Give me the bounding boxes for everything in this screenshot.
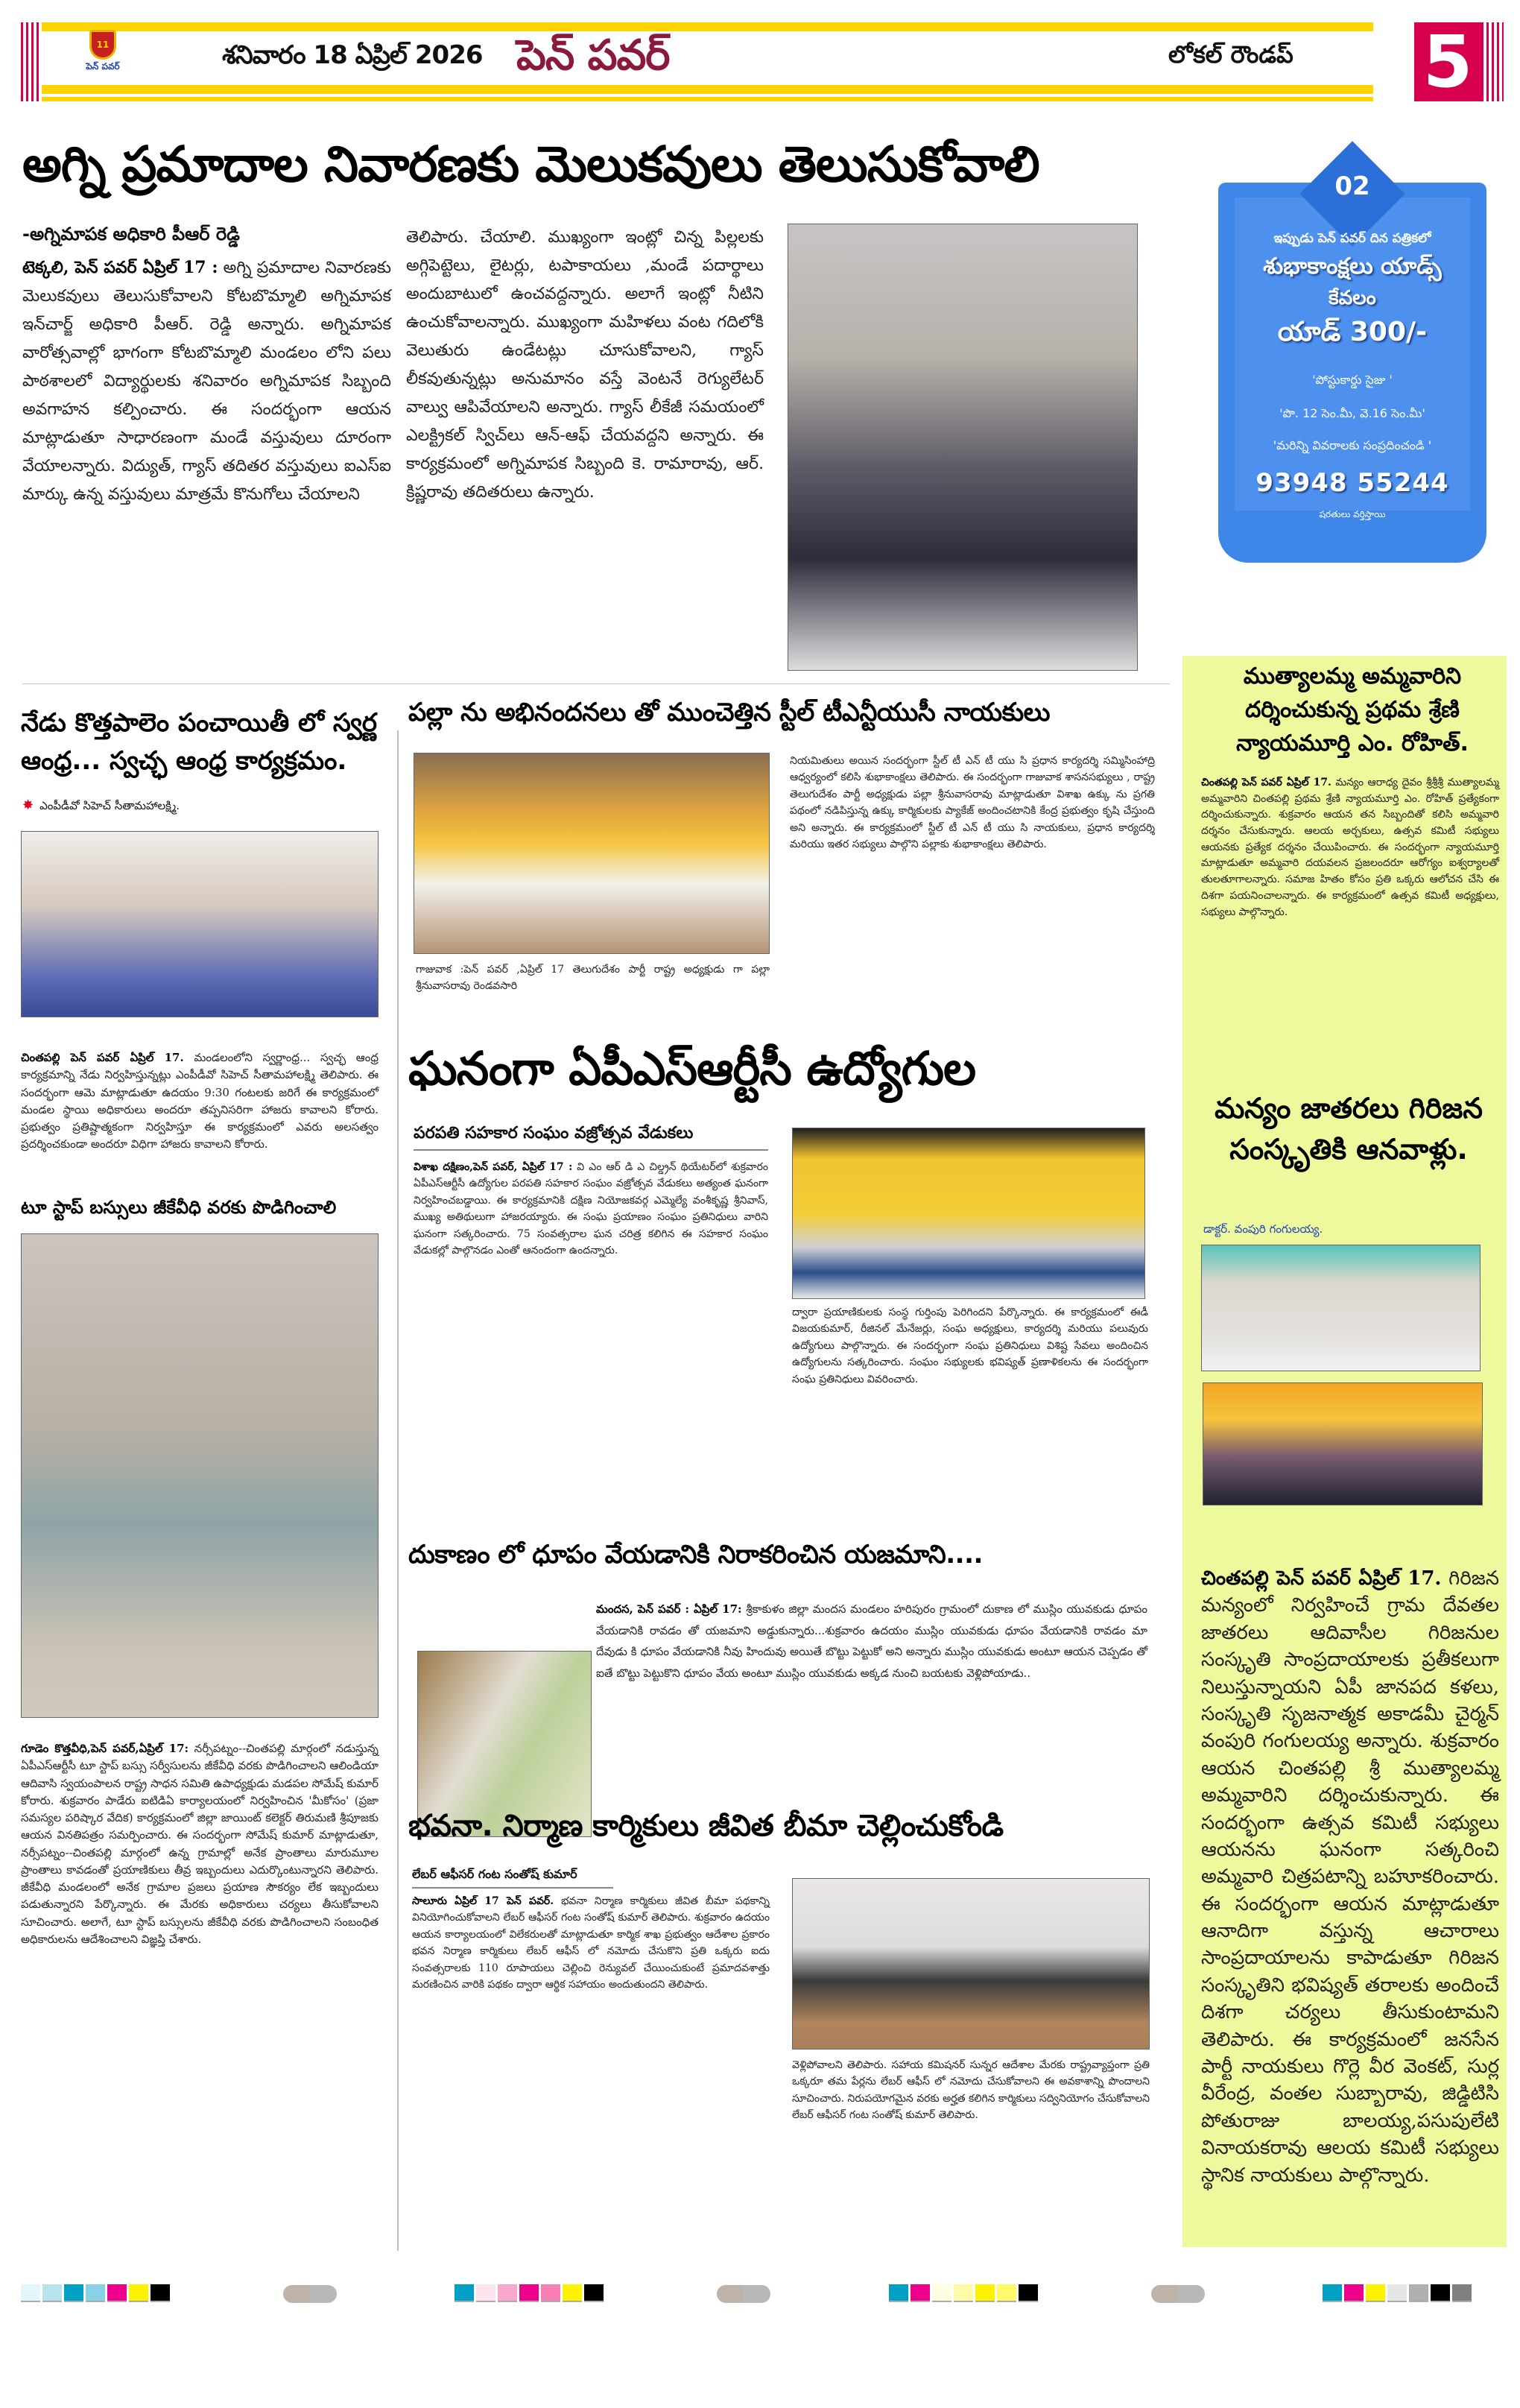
color-swatch	[42, 2284, 62, 2302]
right-story1-headline: ముత్యాలమ్మ అమ్మవారిని దర్శించుకున్న ప్రథమ శ్రేణి న్యాయమూర్తి ఎం. రోహిత్.	[1236, 663, 1469, 756]
masthead-band-bottom	[42, 85, 1373, 94]
mid-story3-body	[596, 1599, 1147, 1684]
print-color-bar	[889, 2284, 1038, 2302]
color-swatch	[1409, 2284, 1428, 2302]
mid-story4-body-cont: వెళ్లిపోవాలని తెలిపారు. సహాయ కమిషనర్ సున్నర ఆదేశాల మేరకు రాష్ట్రవ్యాప్తంగా ప్రతి ఒక్కరూ తమ పేర్లను లేబర్ ఆఫీస్ లో నమోదు చేసుకోవాలని ఈ అవకాశాన్ని పొందాలని సూచించారు. నిరుపయోగమైన వరకు అర్హత కలిగిన కార్మికులు సద్వినియోగం చేసుకోవాలని లేబర్ ఆఫీసర్ గంట సంతోష్ కుమార్ తెలిపారు.	[792, 2059, 1150, 2122]
masthead-band-top	[42, 22, 1373, 31]
mid-story4-subhead: లేబర్ ఆఫీసర్ గంట సంతోష్ కుమార్	[412, 1867, 577, 1881]
right-story1-body	[1201, 775, 1499, 920]
color-swatch	[541, 2284, 560, 2302]
left-story1-dateline: చింతపల్లి పెన్ పవర్ ఏప్రిల్ 17.	[21, 1051, 184, 1064]
print-color-bar	[1323, 2284, 1472, 2302]
mid-story2-text: వి ఎం ఆర్ డి ఎ చిల్డ్రన్ థియేటర్‌లో శుక్రవారం ఏపీఎస్ఆర్టీసీ ఉద్యోగుల పరపతి సహకార సంఘం వజ్రోత్సవ వేడుకలు అత్యంత ఘనంగా నిర్వహించబడ్డాయి. ఈ కార్యక్రమానికి దక్షిణ నియోజకవర్గ ఎమ్మెల్యే వంశీకృష్ణ శ్రీనివాస్, ముఖ్య అతిథులుగా హాజరయ్యారు. ఈ సంఘ ప్రయాణం సంఘం ప్రతినిధులు వారిని ఘనంగా సత్కరించారు. 75 సంవత్సరాల ఘన చరిత్ర కలిగిన ఈ సహకార సంఘం వేడుకల్లో పాల్గొనడం ఎంతో ఆనందంగా ఉందన్నారు.	[414, 1161, 769, 1257]
color-swatch	[519, 2284, 539, 2302]
logo-text: పెన్ పవర్	[86, 61, 120, 72]
color-swatch	[498, 2284, 517, 2302]
divider	[22, 683, 1170, 684]
mid-story4-headline: భవనా. నిర్మాణ కార్మికులు జీవిత బీమా చెల్లించుకోండి	[408, 1809, 1004, 1843]
right-story2-dateline: చింతపల్లి పెన్ పవర్ ఏప్రిల్ 17.	[1201, 1567, 1442, 1590]
right-story2-photo-temple	[1203, 1382, 1483, 1505]
mid-story3-text: శ్రీకాకుళం జిల్లా మందస మండలం హరిపురం గ్రామంలో దుకాణ లో ముస్లిం యువకుడు ధూపం వేయడానికి రావడం తో యజమాని అడ్డుకున్నారు...శుక్రవారం ఉదయం ముస్లిం యువకుడు ధూపం వేయడానికి రావడం మా దేవుడు కి ధూపం వేయడానికి నీవు హిందువు అయితే బొట్టు పెట్టుకో అని అన్నారు ముస్లిం యువకుడు అంటూ ఆయన చెప్పడం తో ఐతే బొట్టు పెట్టుకొని ధూపం వేయ అంటూ ముస్లిం యువకుడు అక్కడ నుంచి బయటకు వెళ్లిపోయాడు..	[596, 1602, 1147, 1680]
color-swatch	[1387, 2284, 1407, 2302]
color-swatch	[1452, 2284, 1472, 2302]
ad-terms: షరతులు వర్తిస్తాయి	[1319, 509, 1386, 519]
mid-story1-headline: పల్లా ను అభినందనలు తో ముంచెత్తిన స్టీల్ టీఎన్టీయుసీ నాయకులు	[408, 698, 1051, 727]
star-burst-icon: ✸	[22, 797, 34, 813]
mid-story1-body: నియమితులు అయిన సందర్భంగా స్టీల్ టీ ఎన్ టీ యు సి ప్రధాన కార్యదర్శి సమ్మిసింహాద్రి ఆధ్వర్యంలో కలిసి శుభాకాంక్షలు తెలిపారు. ఈ సందర్భంగా గాజువాక శాసనసభ్యులు , రాష్ట్ర తెలుగుదేశం పార్టీ అధ్యక్షుడు పల్లా శ్రీనువాసరావు మాట్లాడుతూ విశాఖ ఉక్కు ను ప్రగతి పథంలో నడిపిస్తున్న ఉక్కు కార్మికులకు ప్యాకేజ్ అందించటానికి కేంద్ర ప్రభుత్వం కృషి చేస్తుంది అని అన్నారు. ఈ కార్యక్రమంలో స్టీల్ టీ ఎన్ టీ యు సి నాయకులు, ప్రధాన కార్యదర్శి మరియు ఇతర సభ్యులు పాల్గొని పల్లాకు శుభాకాంక్షలు తెలిపారు.	[790, 755, 1155, 850]
mid-story3-dateline: మందస, పెన్ పవర్ : ఏప్రిల్ 17:	[596, 1602, 742, 1616]
story1-body-col1	[22, 253, 391, 509]
print-color-bar	[21, 2284, 170, 2302]
color-swatch	[1323, 2284, 1342, 2302]
page-number: 5	[1414, 22, 1481, 101]
color-swatch	[21, 2284, 40, 2302]
mid-story4-body	[412, 1893, 770, 1993]
story1-headline: అగ్ని ప్రమాదాల నివారణకు మెలుకవులు తెలుసుకోవాలి	[22, 136, 1039, 193]
color-swatch	[1366, 2284, 1385, 2302]
right-story2-text: గిరిజన మన్యంలో నిర్వహించే గ్రామ దేవతల జాతరలు ఆదివాసీల గిరిజనుల సంస్కృతి సాంప్రదాయాలకు ప్రతీకలుగా నిలుస్తున్నాయని ఏపీ జానపద కళలు, సంస్కృతి సృజనాత్మక అకాడమీ చైర్మన్ వంపురి గంగులయ్య అన్నారు. శుక్రవారం ఆయన చింతపల్లి శ్రీ ముత్యాలమ్మ అమ్మవారిని దర్శించుకున్నారు. ఈ సందర్భంగా ఉత్సవ కమిటీ సభ్యులు ఆయనను ఘనంగా సత్కరించి అమ్మవారి చిత్రపటాన్ని బహూకరించారు. ఈ సందర్భంగా ఆయన మాట్లాడుతూ ఆనాదిగా వస్తున్న ఆచారాలు సాంప్రదాయాలను కాపాడుతూ గిరిజన సంస్కృతిని భవిష్యత్ తరాలకు అందించే దిశగా చర్యలు తీసుకుంటామని తెలిపారు. ఈ కార్యక్రమంలో జనసేన పార్టీ నాయకులు గొర్లె వీర వెంకట్, సుర్ల వీరేంద్ర, వంతల సుబ్బారావు, జిడ్డిటిసి పోతురాజు బాలయ్య,పసుపులేటి వినాయకరావు ఆలయ కమిటీ సభ్యులు స్థానిక నాయకులు పాల్గొన్నారు.	[1201, 1567, 1499, 2187]
ad-number: 02	[1334, 171, 1370, 201]
ad-line-size: 'పోస్టుకార్డు సైజు '	[1312, 373, 1393, 387]
right-story2-photo-group	[1201, 1245, 1481, 1371]
color-swatch	[954, 2284, 973, 2302]
ad-line-1: ఇప్పుడు పెన్ పవర్ దిన పత్రికలో	[1273, 231, 1431, 246]
subhead-rule	[414, 1149, 768, 1151]
right-story2-author: డాక్టర్. వంపురి గంగులయ్య.	[1203, 1222, 1323, 1236]
mid-story4-text: భవనా నిర్మాణ కార్మికులు జీవిత బీమా పథకాన్ని వినియోగించుకోవాలని లేబర్ ఆఫీసర్ గంట సంతోష్ కుమార్ తెలిపారు. శుక్రవారం ఉదయం ఆయన కార్యాలయంలో విలేకరులతో మాట్లాడుతూ కార్మిక శాఖ ప్రభుత్వం ఆదేశాల ప్రకారం భవన నిర్మాణ కార్మికులు లేబర్ ఆఫీస్ లో నమోదు చేసుకొని ప్రతి ఒక్కరు ఐదు సంవత్సరాలకు 110 రూపాయలు చెల్లించి రెన్యువల్ చేయించుకుంటే ప్రమాదవశాత్తు మరణించిన వారికి పథకం ద్వారా ఆర్థిక సహాయం అందుతుందని తెలిపారు.	[412, 1895, 770, 1991]
color-swatch	[151, 2284, 170, 2302]
color-swatch	[107, 2284, 127, 2302]
color-swatch	[1019, 2284, 1038, 2302]
mid-story2-headline: ఘనంగా ఏపీఎస్ఆర్టీసీ ఉద్యోగుల	[408, 1041, 976, 1096]
color-swatch	[64, 2284, 83, 2302]
registration-mark	[717, 2285, 770, 2303]
masthead-stripes-right	[1481, 22, 1504, 101]
ad-line-3: కేవలం	[1329, 287, 1376, 309]
subhead-rule	[412, 1887, 613, 1889]
color-swatch	[1344, 2284, 1364, 2302]
story1-subhead: -అగ్నిమాపక అధికారి పీఆర్ రెడ్డి	[22, 224, 240, 244]
left-story1-headline: నేడు కొత్తపాలెం పంచాయితీ లో స్వర్ణ ఆంధ్ర... స్వచ్ఛ ఆంధ్ర కార్యక్రమం.	[21, 708, 378, 776]
mid-story4-dateline: సాలూరు ఏప్రిల్ 17 పెన్ పవర్.	[412, 1895, 554, 1907]
mid-story2-subhead: పరపతి సహకార సంఘం వజ్రోత్సవ వేడుకలు	[414, 1124, 694, 1143]
color-swatch	[889, 2284, 908, 2302]
color-swatch	[975, 2284, 995, 2302]
registration-mark	[283, 2285, 337, 2303]
left-story1-text: మండలంలోని స్వర్ణాంధ్ర... స్వచ్ఛ ఆంధ్ర కార్యక్రమాన్ని నేడు నిర్వహిస్తున్నట్లు ఎంపీడీవో సిహెచ్ సీతామహాలక్ష్మి తెలిపారు. ఈ సందర్భంగా ఆమె మాట్లాడుతూ ఉదయం 9:30 గంటలకు జరిగే ఈ కార్యక్రమంలో మండల స్థాయి అధికారులు అందరూ తప్పనిసరిగా హాజరు కావాలని కోరారు. ప్రభుత్వం ప్రతిష్టాత్మకంగా నిర్వహిస్తూ ఈ కార్యక్రమంలో ఎవరు అలసత్వం ప్రదర్శించకుండా అందరూ విధిగా హాజరు కావాలని కోరారు.	[21, 1051, 379, 1151]
color-swatch	[1431, 2284, 1450, 2302]
story1-text-col1: అగ్ని ప్రమాదాల నివారణకు మెలుకవులు తెలుసుకోవాలని కోటబొమ్మాలి అగ్నిమాపక ఇన్‌చార్జ్ అధికారి పీఆర్. రెడ్డి అన్నారు. అగ్నిమాపక వారోత్సవాల్లో భాగంగా కోటబొమ్మాలి మండలం లోని పలు పాఠశాలలో విద్యార్థులకు శనివారం అగ్నిమాపక సిబ్బంది అవగాహన కల్పించారు. ఈ సందర్భంగా ఆయన మాట్లాడుతూ సాధారణంగా మండే వస్తువులు దూరంగా వేయాలన్నారు. విద్యుత్, గ్యాస్ తదితర వస్తువులు ఐఎస్ఐ మార్కు ఉన్న వస్తువులు మాత్రమే కొనుగోలు చేయాలని	[22, 259, 391, 505]
section-name: లోకల్ రౌండప్	[1168, 40, 1293, 69]
left-story1-body	[21, 1049, 379, 1154]
mid-story1-caption: గాజువాక :పెన్ పవర్ ,ఏప్రిల్ 17 తెలుగుదేశం పార్టీ రాష్ట్ర అధ్యక్షుడు గా పల్లా శ్రీనువాసరావు రెండవసారి	[416, 964, 770, 993]
mid-story1-photo-felicitation	[414, 753, 770, 954]
story1-dateline: టెక్కలి, పెన్ పవర్ ఏప్రిల్ 17 :	[22, 258, 218, 277]
color-swatch	[997, 2284, 1016, 2302]
color-swatch	[563, 2284, 582, 2302]
left-story2-body	[21, 1740, 379, 1948]
mid-story2-photo-celebration	[792, 1128, 1145, 1299]
right-story1-text: మన్యం ఆరాధ్య దైవం శ్రీశ్రీశ్రీ ముత్యాలమ్మ అమ్మవారిని చింతపల్లి ప్రథమ శ్రేణి న్యాయమూర్తి ఎం. రోహిత్ ప్రత్యేకంగా దర్శించుకున్నారు. శుక్రవారం ఆయన తన సిబ్బందితో కలిసి అమ్మవారి దర్శనం చేసుకున్నారు. ఆలయ అర్చకులు, ఉత్సవ కమిటీ సభ్యులు ఆయనకు ప్రత్యేక దర్శనం చేయిపించారు. ఈ సందర్భంగా న్యాయమూర్తి మాట్లాడుతూ అమ్మవారి దయవలన ప్రజలందరూ ఆరోగ్యం ఐశ్వర్యాలతో తులతూగాలన్నారు. సమాజ హితం కోసం ప్రతి ఒక్కరు ఆలోచన చేసి ఈ దిశగా పయనించాలన్నారు. ఈ కార్యక్రమంలో ఉత్సవ కమిటీ అధ్యక్షులు, సభ్యులు పాల్గొన్నారు.	[1201, 777, 1499, 918]
ad-phone-number[interactable]: 93948 55244	[1255, 468, 1449, 498]
mid-story2-body-cont: ద్వారా ప్రయాణికులకు సంస్థ గుర్తింపు పెరిగిందని పేర్కొన్నారు. ఈ కార్యక్రమంలో ఈడీ విజయకుమార్, రీజినల్ మేనేజర్లు, సంఘ అధ్యక్షులు, కార్యదర్శి మరియు పలువురు ఉద్యోగులు పాల్గొన్నారు. ఈ సందర్భంగా సంఘ ప్రతినిధులు విశిష్ట సేవలు అందించిన ఉద్యోగులను సత్కరించారు. సంఘం సభ్యులకు భవిష్యత్ ప్రణాళికలను ఈ సందర్భంగా సంఘ ప్రతినిధులు వివరించారు.	[792, 1306, 1148, 1385]
print-color-bar	[455, 2284, 604, 2302]
logo-badge: 11	[96, 39, 110, 50]
issue-date: శనివారం 18 ఏప్రిల్ 2026	[222, 40, 483, 70]
story1-body-col2: తెలిపారు. చేయాలి. ముఖ్యంగా ఇంట్లో చిన్న పిల్లలకు అగ్గిపెట్టెలు, లైటర్లు, టపాకాయలు ,మండే పదార్థాలు అందుబాటులో ఉంచవద్దన్నారు. అలాగే ఇంట్లో నీటిని ఉంచుకోవాలన్నారు. ముఖ్యంగా మహిళలు వంట గదిలోకి వెలుతురు ఉండేటట్లు చూసుకోవాలని, గ్యాస్ లీకవుతున్నట్లు అనుమానం వస్తే వెంటనే రెగ్యులేటర్ వాల్వు ఆపివేయాలని అన్నారు. గ్యాస్ లీకేజీ సమయంలో ఎలక్ట్రికల్ స్విచ్‌లు ఆన్-ఆఫ్ చేయవద్దని అన్నారు. ఈ కార్యక్రమంలో అగ్నిమాపక సిబ్బంది కె. రామారావు, ఆర్. క్రిష్ణరావు తదితరులు ఉన్నారు.	[406, 228, 764, 502]
byline-text: ఎంపీడీవో సిహెచ్ సీతామహాలక్ష్మి.	[39, 799, 180, 812]
newspaper-title: పెన్ పవర్	[516, 31, 670, 80]
masthead-stripes-left	[21, 22, 40, 101]
right-story1-dateline: చింతపల్లి పెన్ పవర్ ఏప్రిల్ 17.	[1201, 777, 1331, 789]
story1-photo-fire-safety-event	[788, 224, 1138, 671]
right-story2-headline: మన్యం జాతరలు గిరిజన సంస్కృతికి ఆనవాళ్లు.	[1215, 1092, 1483, 1166]
left-story1-photo-mpdo	[21, 831, 379, 1017]
left-story1-byline	[22, 797, 180, 815]
left-story2-text: నర్సీపట్నం--చింతపల్లి మార్గంలో నడుస్తున్న ఏపీఎస్ఆర్టీసీ టూ స్టాప్ బస్సు సర్వీసులను జీకేవీధి వరకు పొడిగించాలని ఆలిండియా ఆదివాసి స్వయంపాలన రాష్ట్ర సాధన సమితి ఉపాధ్యక్షుడు మడపల సోమేష్ కుమార్ కోరారు. శుక్రవారం పాడేరు ఐటిడిఏ కార్యాలయంలో నిర్వహించిన 'మీకోసం' (ప్రజా సమస్యల పరిష్కార వేదిక) కార్యక్రమంలో జిల్లా జాయింట్ కలెక్టర్ తిరుమణి శ్రీపూజకు ఆయన వినతిపత్రం సమర్పించారు. ఈ సందర్భంగా సోమేష్ కుమార్ మాట్లాడుతూ, నర్సీపట్నం--చింతపల్లి మార్గంలో ఉన్న గ్రామాల్లో అనేక ప్రాంతాలు మారుమూల ప్రాంతాలు కావడంతో ప్రయాణికులు తీవ్ర ఇబ్బందులు ఎదుర్కొంటున్నారని తెలిపారు. జీకేవీధి మండలంలో అనేక గ్రామాల ప్రజలు ప్రయాణ సౌకర్యం లేక ఇబ్బందులు పడుతున్నారని పేర్కొన్నారు. ఈ మేరకు అధికారులు చర్యలు తీసుకోవాలని సూచించారు. అలాగే, టూ స్టాప్ బస్సులను జీకేవీధి వరకు పొడిగించాలని సంబంధిత అధికారులను ఆదేశించాలని విజ్ఞప్తి చేశారు.	[21, 1742, 379, 1946]
column-divider	[397, 730, 399, 2251]
ad-line-2: శుభాకాంక్షలు యాడ్స్	[1263, 253, 1442, 279]
newspaper-logo[interactable]	[80, 30, 125, 80]
advertisement-greetings-ads[interactable]	[1211, 157, 1494, 589]
color-swatch	[455, 2284, 474, 2302]
color-swatch	[932, 2284, 951, 2302]
mid-story4-photo-labour-officer	[792, 1878, 1150, 2050]
color-swatch	[911, 2284, 930, 2302]
right-story2-body	[1201, 1565, 1499, 2189]
ad-line-contact: 'మరిన్ని వివరాలకు సంప్రదించండి '	[1273, 438, 1432, 452]
mid-story2-body	[414, 1159, 768, 1259]
color-swatch	[476, 2284, 495, 2302]
masthead-band-bottom-thin	[42, 97, 1373, 101]
color-swatch	[129, 2284, 148, 2302]
ad-line-dimensions: 'పొ. 12 సెం.మీ, వె.16 సెం.మీ'	[1279, 406, 1425, 420]
left-story2-photo-petitioner	[21, 1233, 379, 1718]
color-swatch	[584, 2284, 604, 2302]
mid-story3-headline: దుకాణం లో ధూపం వేయడానికి నిరాకరించిన యజమాని....	[408, 1540, 983, 1570]
logo-shield-icon	[89, 30, 116, 60]
mid-story2-dateline: విశాఖ దక్షిణం,పెన్ పవర్, ఏప్రిల్ 17 :	[414, 1161, 573, 1173]
registration-mark	[1151, 2285, 1205, 2303]
color-swatch	[86, 2284, 105, 2302]
left-story2-headline: టూ స్టాప్ బస్సులు జీకేవీధి వరకు పొడిగించాలి	[21, 1197, 337, 1218]
left-story2-dateline: గూడెం కొత్తవీధి,పెన్ పవర్,ఏప్రిల్ 17:	[21, 1742, 189, 1755]
ad-price: యాడ్ 300/-	[1277, 317, 1428, 347]
masthead	[21, 22, 1504, 103]
